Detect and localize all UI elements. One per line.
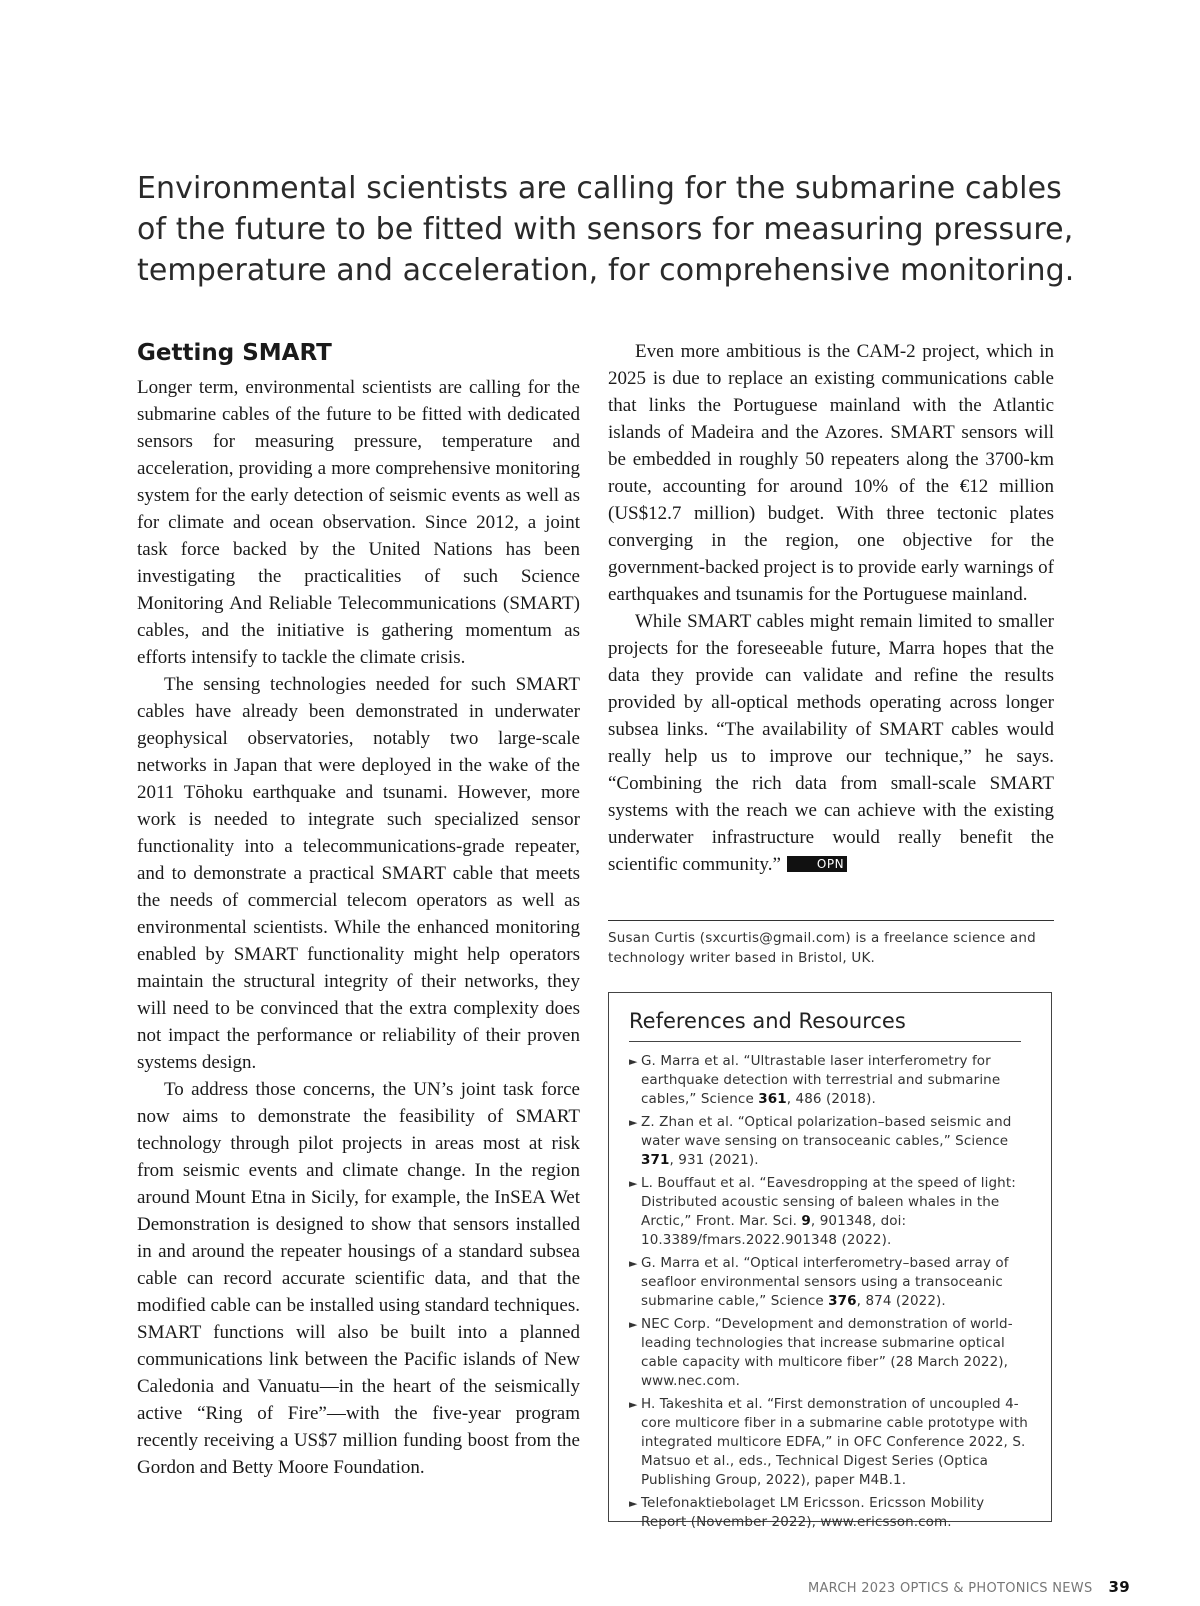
references-title: References and Resources bbox=[629, 1007, 1021, 1042]
paragraph: Longer term, environmental scientists are calling for the submarine cables of the future to be fitted with dedicated sensors for measuring pressure, temperature and acceleration, providing a more comprehensive monitoring system for the early detection of seismic events as well as for climate and ocean observation. Since 2012, a joint task force backed by the United Nations has been investigating the practicalities of such Science Monitoring And Reliable Telecommunications (SMART) cables, and the initiative is gathering momentum as efforts intensify to tackle the climate crisis. bbox=[137, 377, 580, 668]
reference-item: ► G. Marra et al. “Optical interferometry–based array of seafloor environmental sensors using a transoceanic submarine cable,” Science 376, 874 (2022). bbox=[629, 1255, 1009, 1309]
triangle-bullet-icon: ► bbox=[629, 1398, 638, 1411]
reference-item: ► NEC Corp. “Development and demonstration of world-leading technologies that increase submarine optical cable capacity with multicore fiber” (28 March 2022), www.nec.com. bbox=[629, 1316, 1013, 1389]
paragraph: The sensing technologies needed for such SMART cables have already been demonstrated in underwater geophysical observatories, notably two large-scale networks in Japan that were deployed in the wake of the 2011 Tōhoku earthquake and tsunami. However, more work is needed to integrate such specialized sensor functionality into a telecommunications-grade repeater, and to demonstrate a practical SMART cable that meets the needs of commercial telecom operators as well as environmental scientists. While the enhanced monitoring enabled by SMART functionality might help operators maintain the structural integrity of their networks, they will need to be convinced that the extra complexity does not impact the performance or reliability of their proven systems design. bbox=[137, 674, 580, 1073]
section-heading: Getting SMART bbox=[137, 340, 332, 366]
references-list bbox=[629, 1052, 1031, 1532]
opn-end-mark: OPN bbox=[787, 856, 847, 872]
paragraph-last bbox=[608, 608, 1054, 878]
reference-item: ► G. Marra et al. “Ultrastable laser interferometry for earthquake detection with terrestrial and submarine cables,” Science 361, 486 (2018). bbox=[629, 1053, 1001, 1107]
page-number: 39 bbox=[1108, 1578, 1130, 1596]
issue-label: MARCH 2023 OPTICS & PHOTONICS NEWS bbox=[807, 1581, 1093, 1596]
reference-item: ► H. Takeshita et al. “First demonstration of uncoupled 4-core multicore fiber in a submarine cable prototype with integrated multicore EDFA,” in OFC Conference 2022, S. Matsuo et al., eds., Technical Digest Series (Optica Publishing Group, 2022), paper M4B.1. bbox=[629, 1396, 1028, 1488]
triangle-bullet-icon: ► bbox=[629, 1497, 638, 1510]
triangle-bullet-icon: ► bbox=[629, 1055, 638, 1068]
paragraph-text: While SMART cables might remain limited to smaller projects for the foreseeable future, Marra hopes that the data they provide can validate and refine the results provided by all-optical methods operating across longer subsea links. “The availability of SMART cables would really help us to improve our technique,” he says. “Combining the rich data from small-scale SMART systems with the reach we can achieve with the existing underwater infrastructure would really benefit the scientific community.” bbox=[608, 611, 1054, 875]
reference-item: ► Telefonaktiebolaget LM Ericsson. Ericsson Mobility Report (November 2022), www.ericsson.com. bbox=[629, 1495, 985, 1530]
reference-item: ► Z. Zhan et al. “Optical polarization–based seismic and water wave sensing on transoceanic cables,” Science 371, 931 (2021). bbox=[629, 1114, 1012, 1168]
references-box bbox=[608, 992, 1052, 1530]
author-divider bbox=[608, 920, 1054, 921]
triangle-bullet-icon: ► bbox=[629, 1318, 638, 1331]
triangle-bullet-icon: ► bbox=[629, 1257, 638, 1270]
page-footer bbox=[808, 1578, 1130, 1596]
right-column bbox=[608, 338, 1054, 878]
triangle-bullet-icon: ► bbox=[629, 1177, 638, 1190]
triangle-bullet-icon: ► bbox=[629, 1116, 638, 1129]
author-bio: Susan Curtis (sxcurtis@gmail.com) is a freelance science and technology writer based in Bristol, UK. bbox=[608, 930, 1036, 966]
left-column bbox=[137, 338, 580, 1481]
paragraph: Even more ambitious is the CAM-2 project, which in 2025 is due to replace an existing communications cable that links the Portuguese mainland with the Atlantic islands of Madeira and the Azores. SMART sensors will be embedded in roughly 50 repeaters along the 3700-km route, accounting for around 10% of the €12 million (US$12.7 million) budget. With three tectonic plates converging in the region, one objective for the government-backed project is to provide early warnings of earthquakes and tsunamis for the Portuguese mainland. bbox=[608, 341, 1054, 605]
paragraph: To address those concerns, the UN’s joint task force now aims to demonstrate the feasibility of SMART technology through pilot projects in areas most at risk from seismic events and climate change. In the region around Mount Etna in Sicily, for example, the InSEA Wet Demonstration is designed to show that sensors installed in and around the repeater housings of a standard subsea cable can record accurate scientific data, and that the modified cable can be installed using standard techniques. SMART functions will also be built into a planned communications link between the Pacific islands of New Caledonia and Vanuatu—in the heart of the seismically active “Ring of Fire”—with the five-year program recently receiving a US$7 million funding boost from the Gordon and Betty Moore Foundation. bbox=[137, 1079, 580, 1478]
pull-quote: Environmental scientists are calling for the submarine cables of the future to be fitted with sensors for measuring pressure, temperature and acceleration, for comprehensive monitoring. bbox=[137, 171, 1075, 288]
reference-item: ► L. Bouffaut et al. “Eavesdropping at the speed of light: Distributed acoustic sensing of baleen whales in the Arctic,” Front. Mar. Sci. 9, 901348, doi: 10.3389/fmars.2022.901348 (2022). bbox=[629, 1175, 1016, 1248]
